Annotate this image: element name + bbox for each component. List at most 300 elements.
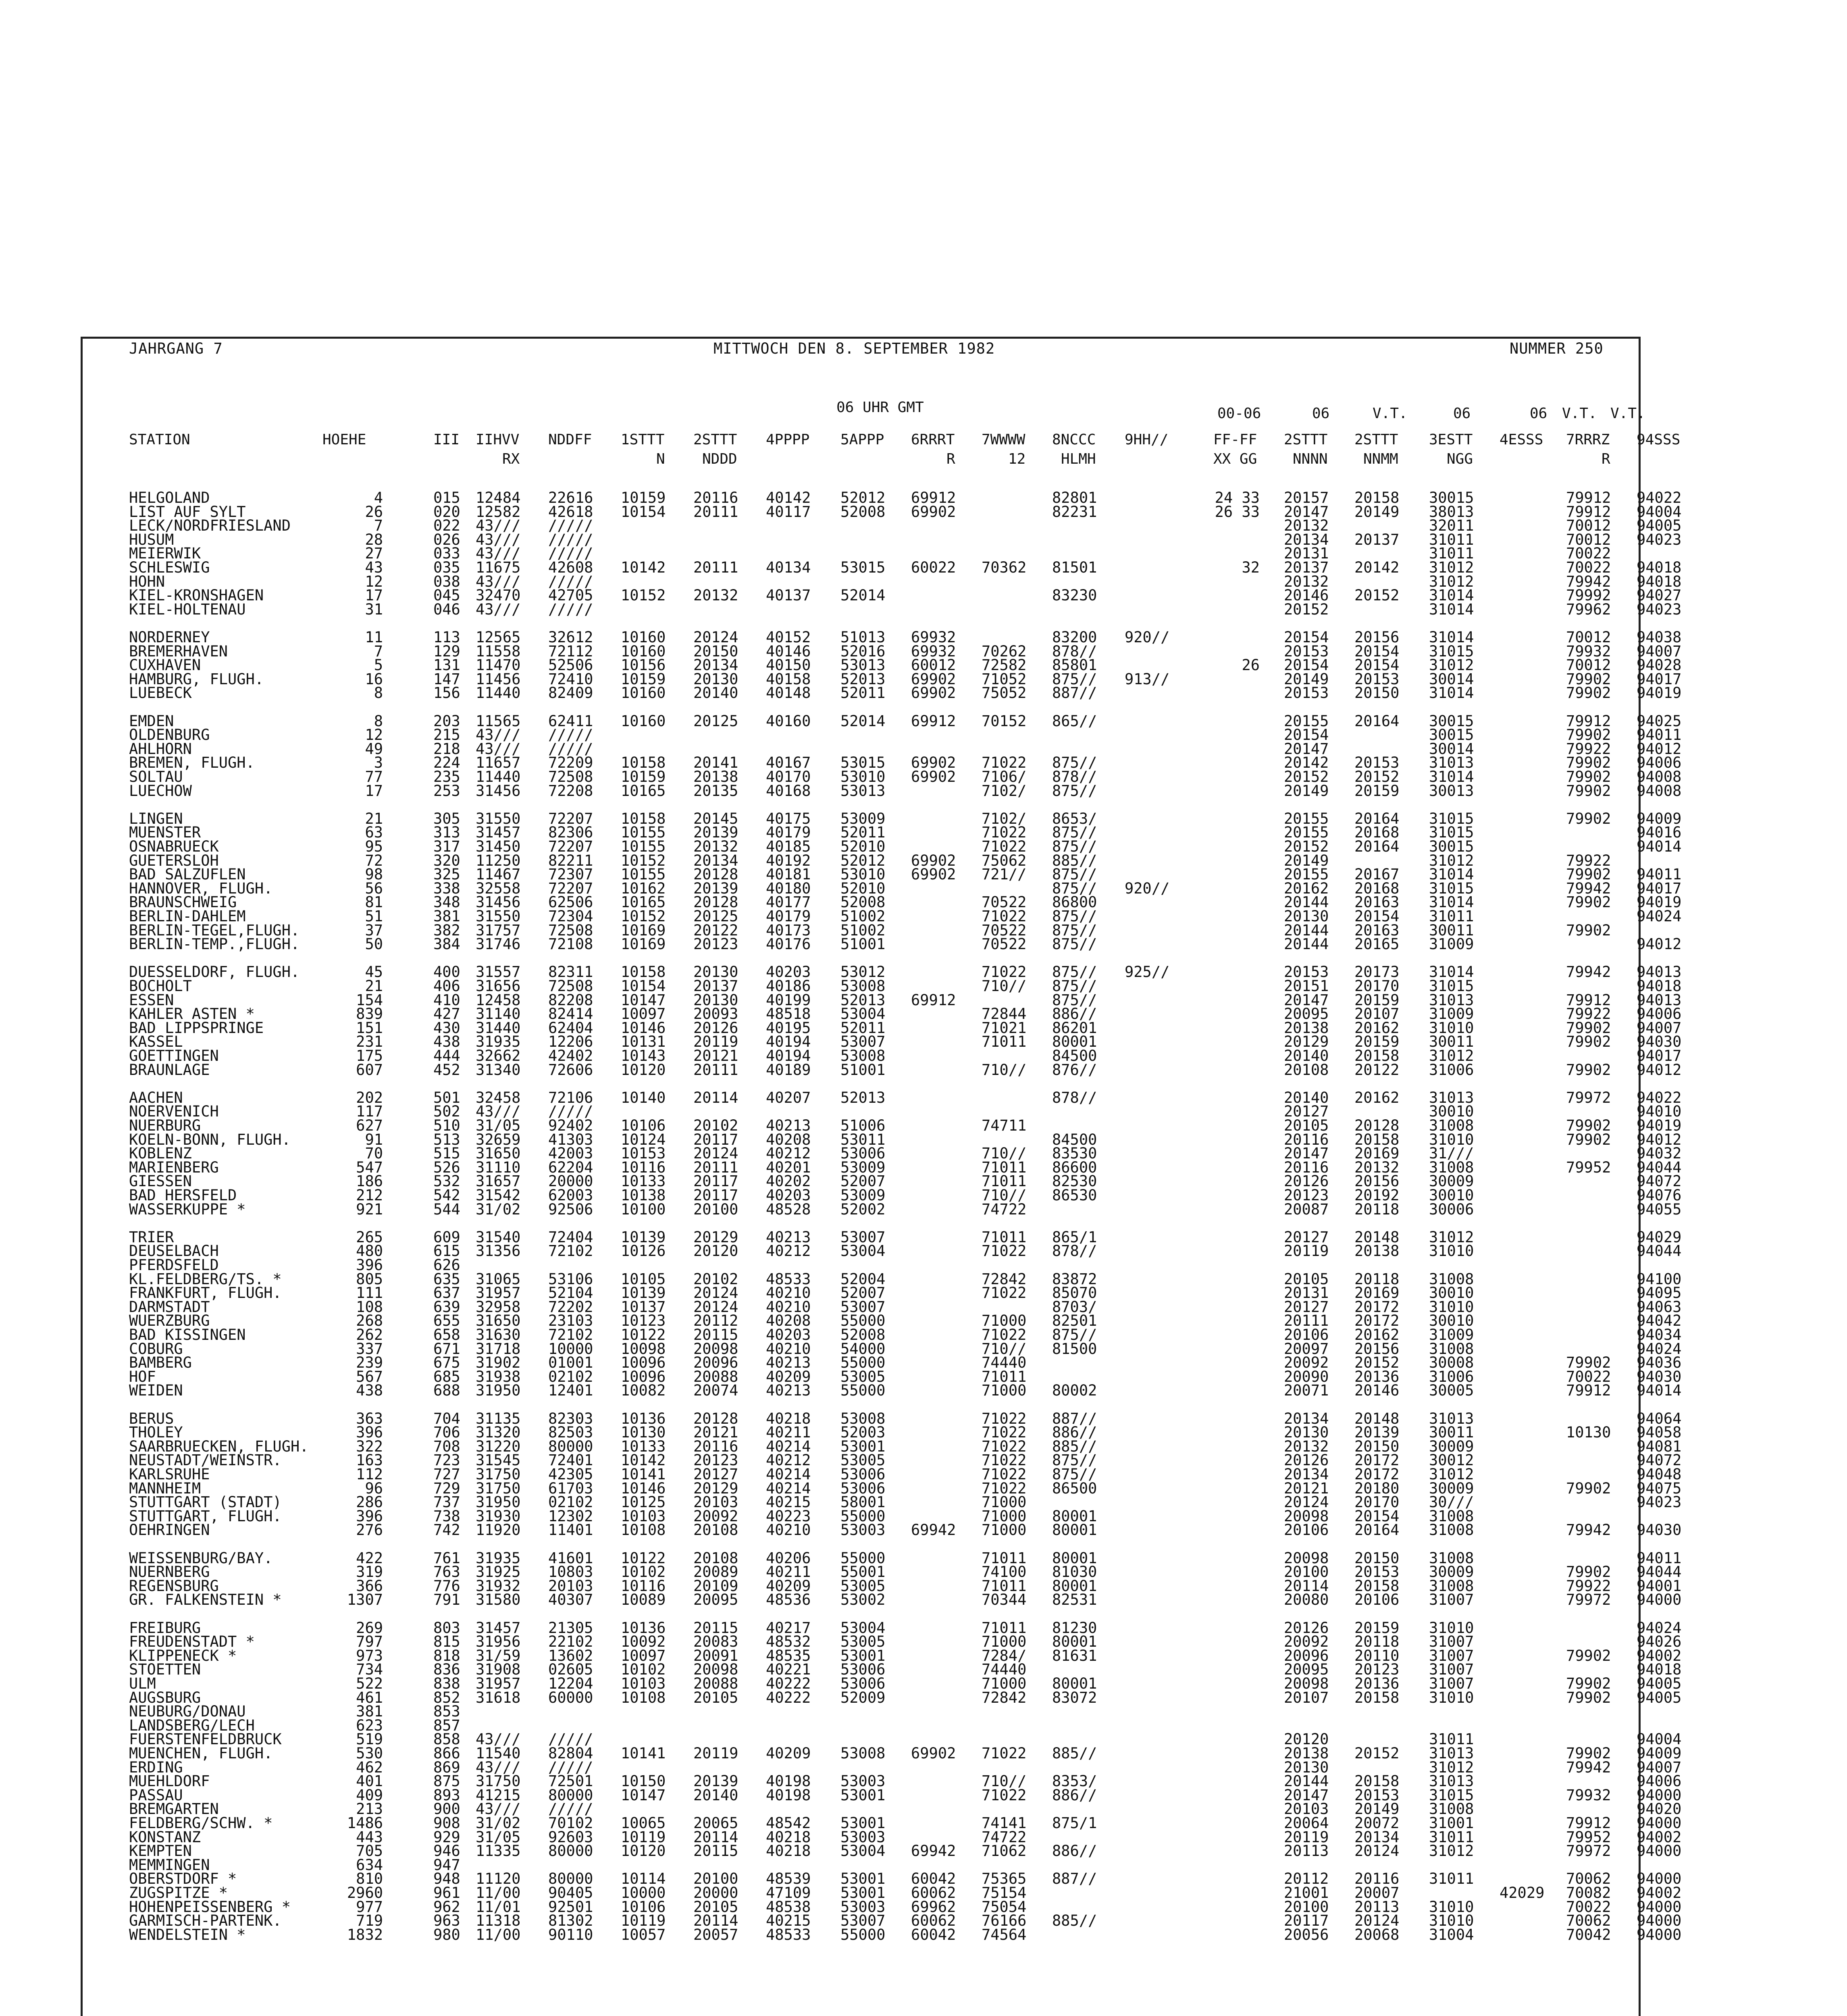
cell-s9: 94064	[1637, 1410, 1682, 1427]
cell-a5: 53003	[840, 1898, 886, 1916]
cell-nddff: 72307	[548, 866, 593, 883]
cell-w7: 70344	[982, 1591, 1027, 1609]
cell-r7: 79902	[1566, 670, 1611, 688]
column-subheader-s2: NDDD	[702, 451, 737, 467]
cell-r6: 69902	[911, 503, 956, 521]
cell-n8: 885//	[1052, 1912, 1097, 1930]
cell-s9: 94023	[1637, 600, 1682, 618]
cell-s1: 10159	[621, 489, 666, 506]
cell-hoehe: 98	[365, 866, 383, 883]
cell-r6: 69902	[911, 684, 956, 702]
cell-e3: 30015	[1429, 712, 1474, 730]
cell-b2: 20156	[1354, 629, 1400, 646]
station-name: ZUGSPITZE *	[129, 1884, 228, 1901]
cell-a2: 20127	[1284, 1228, 1329, 1246]
cell-s9: 94036	[1637, 1354, 1682, 1372]
cell-a5: 53007	[840, 1033, 886, 1051]
cell-a2: 20130	[1284, 908, 1329, 925]
cell-iii: 626	[433, 1256, 460, 1274]
cell-r7: 79902	[1566, 893, 1611, 911]
cell-iii: 156	[433, 684, 460, 702]
cell-nddff: 72102	[548, 1326, 593, 1343]
cell-nddff: 62003	[548, 1187, 593, 1204]
cell-s2: 20121	[693, 1047, 738, 1064]
cell-p4: 40202	[766, 1173, 811, 1190]
cell-a2: 20155	[1284, 824, 1329, 841]
cell-s2: 20140	[693, 1786, 738, 1804]
cell-a2: 20080	[1284, 1591, 1329, 1609]
cell-s1: 10160	[621, 642, 666, 660]
cell-hoehe: 337	[356, 1340, 383, 1358]
cell-b2: 20168	[1354, 879, 1400, 897]
station-name: BAD LIPPSPRINGE	[129, 1019, 264, 1037]
cell-nddff: /////	[548, 517, 593, 535]
column-header-e4: 4ESSS	[1500, 431, 1543, 448]
cell-r6: 69962	[911, 1898, 956, 1916]
cell-s2: 20124	[693, 1284, 738, 1302]
cell-s9: 94009	[1637, 810, 1682, 827]
cell-hoehe: 12	[365, 573, 383, 590]
cell-nddff: 13602	[548, 1647, 593, 1664]
cell-hoehe: 27	[365, 545, 383, 562]
cell-hoehe: 319	[356, 1563, 383, 1581]
cell-n8: 81631	[1052, 1647, 1097, 1664]
cell-s1: 10126	[621, 1242, 666, 1260]
cell-s9: 94004	[1637, 503, 1682, 521]
cell-e3: 31014	[1429, 866, 1474, 883]
cell-nddff: 81302	[548, 1912, 593, 1930]
cell-n8: 886//	[1052, 1842, 1097, 1860]
cell-n8: 875//	[1052, 991, 1097, 1009]
cell-hoehe: 805	[356, 1270, 383, 1288]
cell-w7: 71000	[982, 1493, 1027, 1511]
cell-n8: 878//	[1052, 768, 1097, 785]
station-name: NOERVENICH	[129, 1103, 219, 1120]
station-name: FREIBURG	[129, 1619, 201, 1637]
cell-b2: 20132	[1354, 1158, 1400, 1176]
cell-s1: 10155	[621, 838, 666, 855]
cell-a5: 52007	[840, 1284, 886, 1302]
cell-a2: 20152	[1284, 768, 1329, 785]
cell-b2: 20156	[1354, 1173, 1400, 1190]
cell-w7: 71000	[982, 1675, 1027, 1692]
cell-r7: 79902	[1566, 768, 1611, 785]
cell-r7: 79902	[1566, 1647, 1611, 1664]
cell-nddff: 72410	[548, 670, 593, 688]
cell-e3: 31007	[1429, 1675, 1474, 1692]
station-name: BRAUNLAGE	[129, 1061, 210, 1079]
cell-p4: 40179	[766, 824, 811, 841]
cell-s9: 94007	[1637, 642, 1682, 660]
cell-s1: 10139	[621, 1228, 666, 1246]
cell-a2: 20144	[1284, 1772, 1329, 1790]
cell-nddff: 92402	[548, 1117, 593, 1134]
cell-a5: 53015	[840, 559, 886, 576]
cell-a2: 20095	[1284, 1661, 1329, 1679]
cell-s2: 20124	[693, 1298, 738, 1316]
cell-hoehe: 108	[356, 1298, 383, 1316]
cell-nddff: /////	[548, 1731, 593, 1748]
cell-s9: 94100	[1637, 1270, 1682, 1288]
cell-s1: 10169	[621, 921, 666, 939]
cell-nddff: 62404	[548, 1019, 593, 1037]
cell-a5: 52010	[840, 879, 886, 897]
cell-s9: 94014	[1637, 1382, 1682, 1400]
cell-iihvv: 11/01	[476, 1898, 521, 1916]
station-name: BERLIN-TEMP.,FLUGH.	[129, 935, 300, 953]
cell-w7: 75062	[982, 852, 1027, 869]
station-name: LINGEN	[129, 810, 183, 827]
station-name: LANDSBERG/LECH	[129, 1716, 255, 1734]
cell-w7: 71022	[982, 1479, 1027, 1497]
cell-s1: 10138	[621, 1187, 666, 1204]
cell-a2: 20106	[1284, 1521, 1329, 1539]
cell-s1: 10150	[621, 1772, 666, 1790]
cell-r7: 79942	[1566, 1758, 1611, 1776]
cell-hoehe: 175	[356, 1047, 383, 1064]
cell-nddff: 90110	[548, 1926, 593, 1943]
cell-a5: 52003	[840, 1424, 886, 1441]
cell-p4: 40208	[766, 1312, 811, 1330]
cell-nddff: 72202	[548, 1298, 593, 1316]
cell-s1: 10160	[621, 684, 666, 702]
station-name: BREMEN, FLUGH.	[129, 754, 255, 772]
cell-r6: 69942	[911, 1842, 956, 1860]
column-header-s2: 2STTT	[693, 431, 737, 448]
cell-e3: 31009	[1429, 935, 1474, 953]
cell-r6: 60062	[911, 1912, 956, 1930]
cell-s9: 94075	[1637, 1479, 1682, 1497]
cell-a5: 53008	[840, 1047, 886, 1064]
cell-n8: 81230	[1052, 1619, 1097, 1637]
cell-r7: 79922	[1566, 740, 1611, 758]
cell-n8: 86500	[1052, 1479, 1097, 1497]
cell-s9: 94030	[1637, 1368, 1682, 1385]
cell-w7: 71000	[982, 1521, 1027, 1539]
cell-p4: 40213	[766, 1382, 811, 1400]
cell-s9: 94017	[1637, 1047, 1682, 1064]
cell-a2: 20120	[1284, 1731, 1329, 1748]
cell-s1: 10143	[621, 1047, 666, 1064]
cell-s2: 20098	[693, 1661, 738, 1679]
cell-n8: 82501	[1052, 1312, 1097, 1330]
cell-e3: 31008	[1429, 1577, 1474, 1595]
cell-s1: 10102	[621, 1661, 666, 1679]
cell-hoehe: 396	[356, 1424, 383, 1441]
cell-s2: 20119	[693, 1745, 738, 1762]
cell-s2: 20129	[693, 1228, 738, 1246]
station-name: GARMISCH-PARTENK.	[129, 1912, 282, 1930]
cell-a5: 53004	[840, 1005, 886, 1023]
cell-iii: 427	[433, 1005, 460, 1023]
cell-r6: 69912	[911, 712, 956, 730]
cell-iii: 836	[433, 1661, 460, 1679]
cell-w7: 71011	[982, 1549, 1027, 1567]
cell-nddff: 20103	[548, 1577, 593, 1595]
cell-s2: 20138	[693, 768, 738, 785]
cell-b2: 20153	[1354, 670, 1400, 688]
cell-iii: 147	[433, 670, 460, 688]
cell-s2: 20150	[693, 642, 738, 660]
cell-p4: 40218	[766, 1410, 811, 1427]
cell-p4: 40148	[766, 684, 811, 702]
cell-w7: 710//	[982, 977, 1027, 995]
cell-iihvv: 31935	[476, 1549, 521, 1567]
group-vt-a: V.T.	[1373, 405, 1408, 422]
cell-p4: 40223	[766, 1507, 811, 1525]
cell-nddff: 42305	[548, 1466, 593, 1483]
cell-r6: 69932	[911, 629, 956, 646]
cell-s2: 20083	[693, 1633, 738, 1651]
cell-n8: 80001	[1052, 1521, 1097, 1539]
cell-s1: 10103	[621, 1675, 666, 1692]
cell-s9: 94017	[1637, 670, 1682, 688]
cell-iihvv: 11565	[476, 712, 521, 730]
cell-a2: 20126	[1284, 1619, 1329, 1637]
cell-r6: 69902	[911, 852, 956, 869]
cell-s2: 20108	[693, 1521, 738, 1539]
cell-iihvv: 11540	[476, 1745, 521, 1762]
cell-w7: 70522	[982, 893, 1027, 911]
cell-nddff: 42618	[548, 503, 593, 521]
cell-hoehe: 461	[356, 1689, 383, 1706]
cell-b2: 20156	[1354, 1340, 1400, 1358]
cell-n8: 875//	[1052, 824, 1097, 841]
cell-hoehe: 151	[356, 1019, 383, 1037]
cell-p4: 40175	[766, 810, 811, 827]
cell-b2: 20122	[1354, 1061, 1400, 1079]
cell-hoehe: 265	[356, 1228, 383, 1246]
cell-a2: 20149	[1284, 670, 1329, 688]
cell-a5: 53001	[840, 1437, 886, 1455]
cell-e3: 30009	[1429, 1479, 1474, 1497]
cell-hoehe: 422	[356, 1549, 383, 1567]
cell-p4: 40207	[766, 1089, 811, 1106]
cell-s1: 10120	[621, 1842, 666, 1860]
cell-p4: 40210	[766, 1298, 811, 1316]
cell-e3: 31015	[1429, 824, 1474, 841]
cell-s9: 94000	[1637, 1591, 1682, 1609]
cell-r7: 79902	[1566, 782, 1611, 800]
cell-r7: 79942	[1566, 1521, 1611, 1539]
cell-s9: 94005	[1637, 1689, 1682, 1706]
cell-r7: 79952	[1566, 1158, 1611, 1176]
cell-h9: 925//	[1125, 963, 1170, 981]
cell-b2: 20152	[1354, 1745, 1400, 1762]
cell-s1: 10105	[621, 1270, 666, 1288]
cell-s2: 20122	[693, 921, 738, 939]
cell-e3: 31011	[1429, 1870, 1474, 1888]
cell-iihvv: 32470	[476, 587, 521, 604]
cell-s9: 94025	[1637, 712, 1682, 730]
cell-iihvv: 32458	[476, 1089, 521, 1106]
column-header-nddff: NDDFF	[548, 431, 592, 448]
cell-a2: 20107	[1284, 1689, 1329, 1706]
cell-e3: 31011	[1429, 1731, 1474, 1748]
cell-p4: 40137	[766, 587, 811, 604]
cell-s1: 10158	[621, 810, 666, 827]
cell-a5: 53001	[840, 1870, 886, 1888]
cell-a5: 52010	[840, 838, 886, 855]
cell-hoehe: 734	[356, 1661, 383, 1679]
cell-e3: 31008	[1429, 1270, 1474, 1288]
cell-s2: 20139	[693, 824, 738, 841]
cell-r6: 69902	[911, 866, 956, 883]
cell-b2: 20142	[1354, 559, 1400, 576]
cell-nddff: 80000	[548, 1870, 593, 1888]
cell-w7: 71022	[982, 824, 1027, 841]
cell-s9: 94007	[1637, 1019, 1682, 1037]
cell-hoehe: 547	[356, 1158, 383, 1176]
cell-e3: 31013	[1429, 1772, 1474, 1790]
cell-e3: 31015	[1429, 977, 1474, 995]
cell-a5: 55000	[840, 1312, 886, 1330]
cell-iihvv: 31140	[476, 1005, 521, 1023]
cell-iihvv: 31/02	[476, 1200, 521, 1218]
cell-s1: 10136	[621, 1619, 666, 1637]
cell-nddff: 80000	[548, 1842, 593, 1860]
cell-p4: 40211	[766, 1563, 811, 1581]
cell-a2: 20114	[1284, 1577, 1329, 1595]
cell-s9: 94018	[1637, 1661, 1682, 1679]
cell-p4: 40189	[766, 1061, 811, 1079]
cell-e3: 31007	[1429, 1661, 1474, 1679]
cell-s2: 20111	[693, 559, 738, 576]
cell-iihvv: 31932	[476, 1577, 521, 1595]
cell-hoehe: 567	[356, 1368, 383, 1385]
cell-s2: 20089	[693, 1563, 738, 1581]
cell-w7: 72842	[982, 1689, 1027, 1706]
cell-a2: 20138	[1284, 1019, 1329, 1037]
cell-a5: 52016	[840, 642, 886, 660]
cell-n8: 81030	[1052, 1563, 1097, 1581]
cell-b2: 20165	[1354, 935, 1400, 953]
cell-a5: 52013	[840, 670, 886, 688]
cell-n8: 84500	[1052, 1047, 1097, 1064]
cell-a5: 53013	[840, 656, 886, 674]
cell-nddff: /////	[548, 573, 593, 590]
cell-n8: 8353/	[1052, 1772, 1097, 1790]
cell-p4: 40170	[766, 768, 811, 785]
cell-r7: 79932	[1566, 642, 1611, 660]
cell-nddff: 72606	[548, 1061, 593, 1079]
cell-s9: 94009	[1637, 1745, 1682, 1762]
cell-hoehe: 530	[356, 1745, 383, 1762]
column-subheader-w7: 12	[1008, 451, 1026, 467]
cell-w7: 710//	[982, 1061, 1027, 1079]
cell-nddff: 82414	[548, 1005, 593, 1023]
cell-nddff: 52506	[548, 656, 593, 674]
cell-iihvv: 31950	[476, 1493, 521, 1511]
cell-s9: 94000	[1637, 1786, 1682, 1804]
cell-nddff: 62411	[548, 712, 593, 730]
nummer-label: NUMMER 250	[1510, 340, 1604, 357]
cell-iii: 501	[433, 1089, 460, 1106]
column-header-b2: 2STTT	[1354, 431, 1398, 448]
cell-iii: 015	[433, 489, 460, 506]
station-name: BRAUNSCHWEIG	[129, 893, 237, 911]
cell-hoehe: 634	[356, 1856, 383, 1874]
station-name: HOF	[129, 1368, 156, 1385]
cell-w7: 71011	[982, 1577, 1027, 1595]
cell-e3: 30010	[1429, 1187, 1474, 1204]
cell-p4: 40218	[766, 1842, 811, 1860]
cell-nddff: 12204	[548, 1675, 593, 1692]
cell-hoehe: 839	[356, 1005, 383, 1023]
cell-p4: 40212	[766, 1145, 811, 1162]
cell-nddff: 82311	[548, 963, 593, 981]
cell-a5: 53001	[840, 1814, 886, 1832]
cell-s2: 20116	[693, 1437, 738, 1455]
cell-a5: 52007	[840, 1173, 886, 1190]
cell-iii: 313	[433, 824, 460, 841]
station-name: CUXHAVEN	[129, 656, 201, 674]
cell-w7: 710//	[982, 1187, 1027, 1204]
cell-s2: 20117	[693, 1173, 738, 1190]
station-name: GOETTINGEN	[129, 1047, 219, 1064]
cell-w7: 70522	[982, 921, 1027, 939]
cell-n8: 84500	[1052, 1131, 1097, 1148]
cell-n8: 82530	[1052, 1173, 1097, 1190]
cell-iihvv: 11657	[476, 754, 521, 772]
cell-iihvv: 31950	[476, 1382, 521, 1400]
cell-hoehe: 49	[365, 740, 383, 758]
cell-r7: 70012	[1566, 531, 1611, 548]
cell-p4: 48542	[766, 1814, 811, 1832]
cell-r7: 10130	[1566, 1424, 1611, 1441]
cell-a5: 55000	[840, 1354, 886, 1372]
cell-nddff: 72508	[548, 768, 593, 785]
cell-s9: 94010	[1637, 1103, 1682, 1120]
cell-e3: 31012	[1429, 1842, 1474, 1860]
station-name: REGENSBURG	[129, 1577, 219, 1595]
cell-iihvv: 31956	[476, 1633, 521, 1651]
cell-s2: 20116	[693, 489, 738, 506]
cell-nddff: /////	[548, 740, 593, 758]
cell-n8: 875//	[1052, 963, 1097, 981]
cell-s1: 10146	[621, 1019, 666, 1037]
cell-iii: 776	[433, 1577, 460, 1595]
cell-s2: 20057	[693, 1926, 738, 1943]
cell-w7: 71011	[982, 1033, 1027, 1051]
cell-a2: 20138	[1284, 1745, 1329, 1762]
cell-s2: 20123	[693, 1452, 738, 1469]
cell-s2: 20109	[693, 1577, 738, 1595]
cell-hoehe: 56	[365, 879, 383, 897]
station-name: NEUSTADT/WEINSTR.	[129, 1452, 282, 1469]
cell-s9: 94000	[1637, 1814, 1682, 1832]
cell-e3: 31007	[1429, 1633, 1474, 1651]
cell-hoehe: 8	[374, 712, 383, 730]
cell-nddff: 82503	[548, 1424, 593, 1441]
cell-e3: 30010	[1429, 1103, 1474, 1120]
cell-p4: 40198	[766, 1772, 811, 1790]
cell-iihvv: 31957	[476, 1675, 521, 1692]
cell-b2: 20123	[1354, 1661, 1400, 1679]
cell-e3: 31012	[1429, 1758, 1474, 1776]
cell-a2: 20144	[1284, 893, 1329, 911]
date-label: MITTWOCH DEN 8. SEPTEMBER 1982	[713, 340, 995, 357]
cell-w7: 710//	[982, 1340, 1027, 1358]
cell-p4: 40212	[766, 1452, 811, 1469]
cell-n8: 86800	[1052, 893, 1097, 911]
cell-iihvv: 11456	[476, 670, 521, 688]
cell-e3: 30009	[1429, 1437, 1474, 1455]
cell-s1: 10147	[621, 1786, 666, 1804]
cell-a2: 20124	[1284, 1493, 1329, 1511]
cell-s1: 10106	[621, 1117, 666, 1134]
station-name: HELGOLAND	[129, 489, 210, 506]
